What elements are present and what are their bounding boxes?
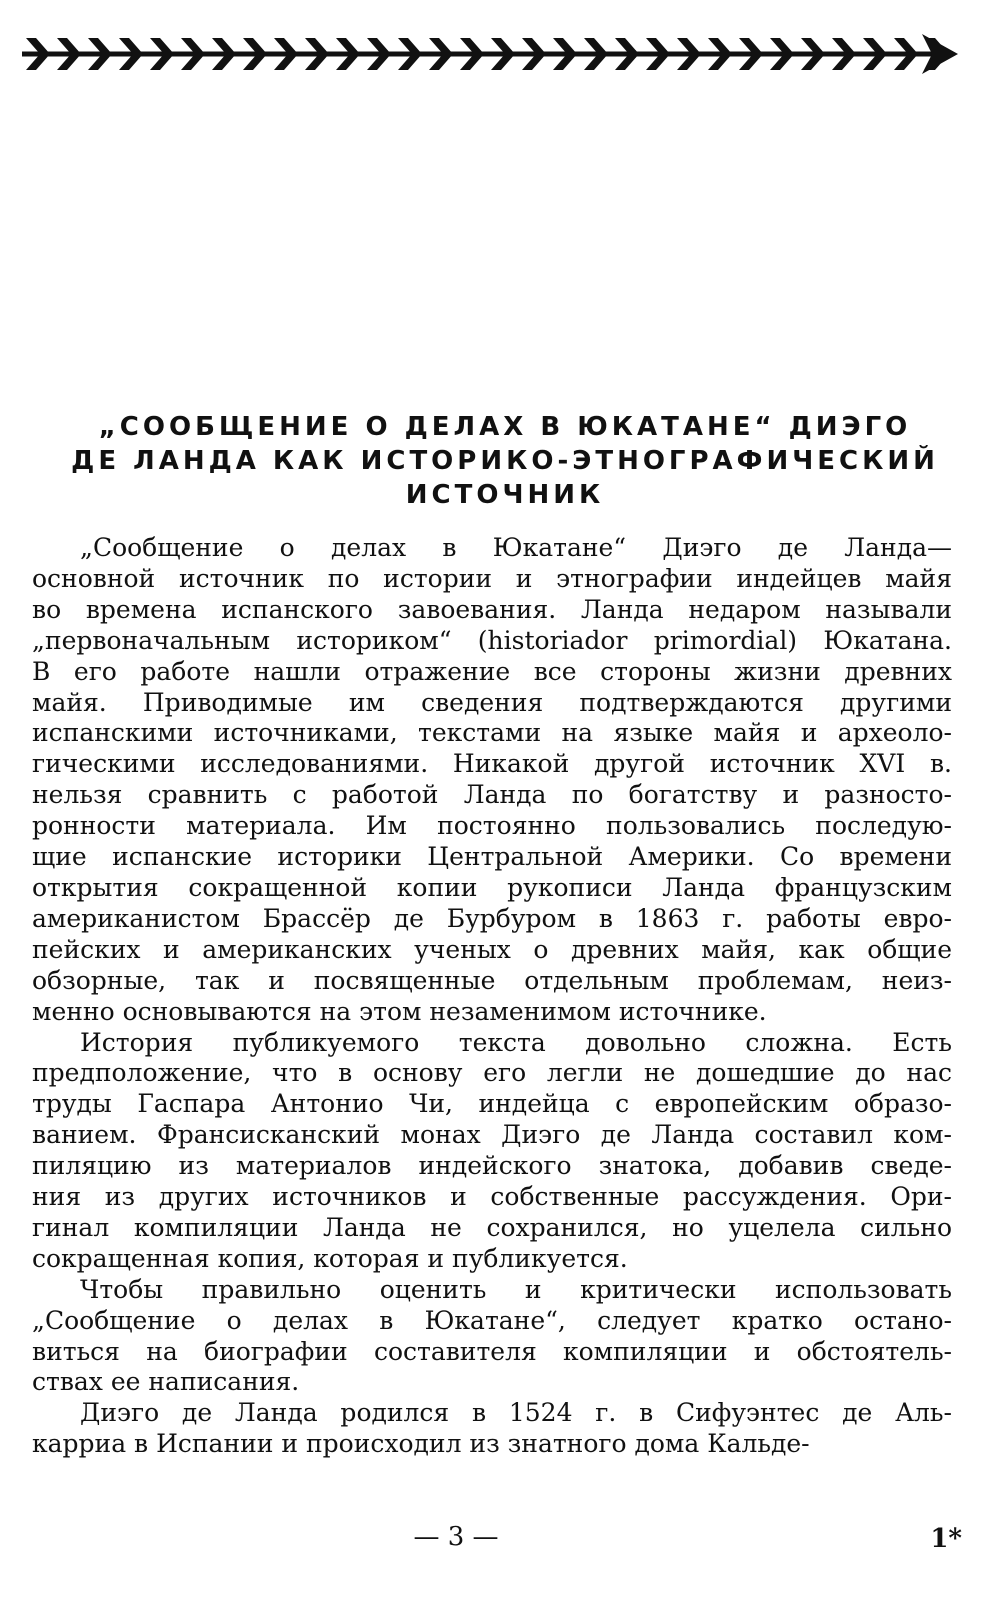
printer-signature-mark: 1*: [930, 1524, 962, 1554]
body-text: [32, 533, 952, 1460]
text-line: основной источник по истории и этнографии индейцев майя: [32, 563, 952, 593]
text-line: ния из других источников и собственные рассуждения. Ори-: [32, 1182, 952, 1212]
text-line: сокращенная копия, которая и публикуется.: [32, 1243, 628, 1273]
paragraph: [32, 533, 952, 1028]
text-line: нельзя сравнить с работой Ланда по богатству и разносто-: [32, 780, 952, 810]
text-line: „первоначальным историком“ (historiador primordial) Юкатана.: [32, 625, 952, 655]
text-line: открытия сокращенной копии рукописи Ланда французским: [32, 872, 952, 902]
text-line: щие испанские историки Центральной Америки. Со времени: [32, 842, 952, 872]
text-line: обзорные, так и посвященные отдельным проблемам, неиз-: [32, 965, 952, 995]
text-line: ванием. Франсисканский монах Диэго де Ланда составил ком-: [32, 1120, 952, 1150]
text-line: „Сообщение о делах в Юкатане“, следует кратко остано-: [32, 1305, 952, 1335]
text-line: гическими исследованиями. Никакой другой источник XVI в.: [32, 749, 952, 779]
text-line: труды Гаспара Антонио Чи, индейца с европейским образо-: [32, 1089, 952, 1119]
text-line: История публикуемого текста довольно сложна. Есть: [80, 1027, 952, 1057]
text-line: менно основываются на этом незаменимом источнике.: [32, 996, 767, 1026]
text-line: Чтобы правильно оценить и критически использовать: [80, 1274, 952, 1304]
text-line: гинал компиляции Ланда не сохранился, но уцелела сильно: [32, 1212, 952, 1242]
page-footer: [0, 1522, 1008, 1562]
chapter-title-line-1: „СООБЩЕНИЕ О ДЕЛАХ В ЮКАТАНЕ“ ДИЭГО: [98, 412, 912, 442]
paragraph: [32, 1028, 952, 1275]
chapter-title-line-3: ИСТОЧНИК: [405, 480, 605, 510]
text-line: ронности материала. Им постоянно пользовались последую-: [32, 811, 952, 841]
chapter-title: [30, 410, 980, 512]
page-number: — 3 —: [413, 1522, 499, 1552]
text-line: карриа в Испании и происходил из знатного дома Кальде-: [32, 1429, 810, 1459]
text-line: „Сообщение о делах в Юкатане“ Диэго де Ланда—: [80, 533, 952, 562]
paragraph: [32, 1275, 952, 1399]
text-line: во времена испанского завоевания. Ланда недаром называли: [32, 594, 952, 624]
text-line: предположение, что в основу его легли не дошедшие до нас: [32, 1058, 952, 1088]
text-line: ствах ее написания.: [32, 1367, 300, 1397]
text-line: майя. Приводимые им сведения подтверждаются другими: [32, 687, 952, 717]
text-line: испанскими источниками, текстами на языке майя и археоло-: [32, 718, 952, 748]
text-line: американистом Брассёр де Бурбуром в 1863 г. работы евро-: [32, 903, 952, 933]
text-line: виться на биографии составителя компиляции и обстоятель-: [32, 1336, 952, 1366]
chevron-border-ornament-icon: [22, 32, 958, 76]
text-line: пейских и американских ученых о древних майя, как общие: [32, 934, 952, 964]
text-line: Диэго де Ланда родился в 1524 г. в Сифуэнтес де Аль-: [80, 1398, 952, 1428]
text-line: пиляцию из материалов индейского знатока, добавив сведе-: [32, 1151, 952, 1181]
chapter-title-line-2: ДЕ ЛАНДА КАК ИСТОРИКО-ЭТНОГРАФИЧЕСКИЙ: [71, 446, 939, 476]
paragraph: [32, 1398, 952, 1460]
text-line: В его работе нашли отражение все стороны жизни древних: [32, 656, 952, 686]
